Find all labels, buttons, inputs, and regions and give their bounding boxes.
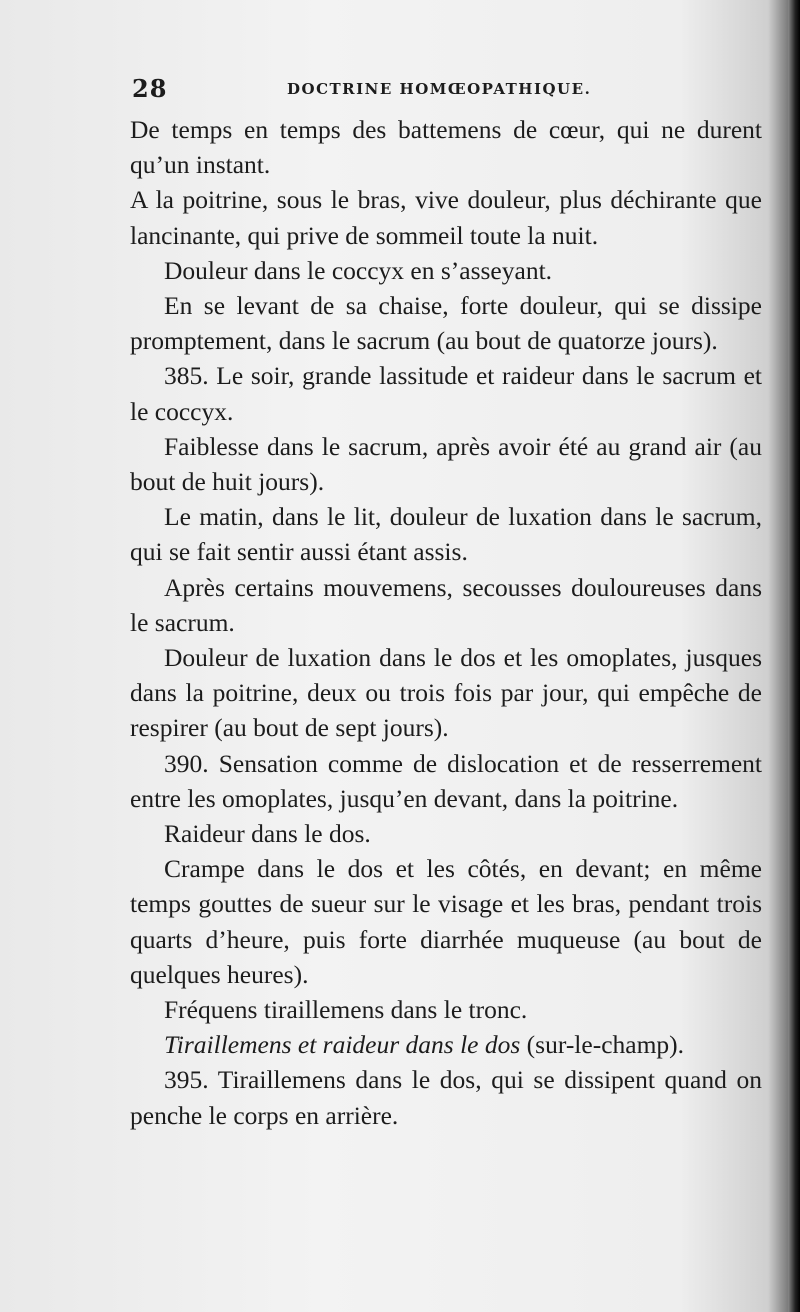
paragraph-9: Douleur de luxation dans le dos et les omoplates, jusques dans la poitrine, deux ou trois fois par jour, qui empêche de respirer (au bout de sept jours). <box>130 643 762 743</box>
paragraph-7: Le matin, dans le lit, douleur de luxation dans le sacrum, qui se fait sentir aussi étant assis. <box>130 502 762 567</box>
paragraph-14-italic: Tiraillemens et raideur dans le dos <box>164 1030 521 1060</box>
page-edge-shadow <box>788 0 800 1312</box>
paragraph-14 <box>130 1027 762 1062</box>
paragraph-6: Faiblesse dans le sacrum, après avoir été au grand air (au bout de huit jours). <box>130 431 762 497</box>
paragraph-15: 395. Tiraillemens dans le dos, qui se dissipent quand on penche le corps en arrière. <box>130 1065 762 1130</box>
paragraph-5: 385. Le soir, grande lassitude et raideur dans le sacrum et le coccyx. <box>130 361 762 426</box>
page-header <box>132 74 772 104</box>
paragraph-12: Crampe dans le dos et les côtés, en devant; en même temps gouttes de sueur sur le visage et les bras, pendant trois quarts d’heure, puis forte diarrhée muqueuse (au bout de quelques heures). <box>130 854 762 989</box>
page-number: 28 <box>132 74 168 103</box>
running-head: DOCTRINE HOMŒOPATHIQUE. <box>287 80 592 98</box>
paragraph-2: A la poitrine, sous le bras, vive douleur, plus déchirante que lancinante, qui prive de sommeil toute la nuit. <box>130 185 762 250</box>
paragraph-8: Après certains mouvemens, secousses douloureuses dans le sacrum. <box>130 572 762 637</box>
paragraph-13: Fréquens tiraillemens dans le tronc. <box>164 995 528 1025</box>
paragraph-10: 390. Sensation comme de dislocation et de resserrement entre les omoplates, jusqu’en devant, dans la poitrine. <box>130 748 762 813</box>
paragraph-4: En se levant de sa chaise, forte douleur, qui se dissipe promptement, dans le sacrum (au bout de quatorze jours). <box>130 291 762 356</box>
paragraph-1: De temps en temps des battemens de cœur, qui ne durent qu’un instant. <box>130 115 762 180</box>
paragraph-14-text: (sur-le-champ). <box>520 1030 685 1060</box>
paragraph-3: Douleur dans le coccyx en s’asseyant. <box>164 255 553 285</box>
body-text <box>130 112 762 1133</box>
paragraph-11: Raideur dans le dos. <box>164 819 371 849</box>
